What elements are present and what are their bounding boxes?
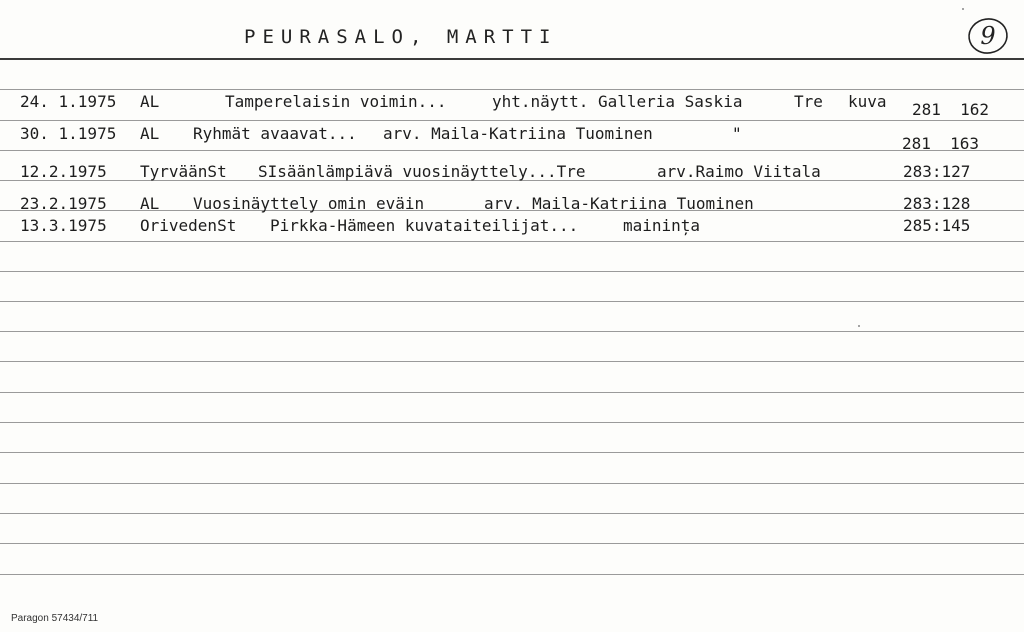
- ruled-line: [0, 452, 1024, 453]
- entry-source: AL: [140, 124, 160, 143]
- entry-extra: kuva: [848, 92, 887, 111]
- entry-ref: 281 163: [902, 134, 980, 153]
- card-name-title: PEURASALO, MARTTI: [244, 26, 558, 48]
- entry-date: 12.2.1975: [20, 162, 107, 181]
- entry-source: TyrväänSt: [140, 162, 227, 181]
- list-item: [0, 124, 1024, 153]
- entry-date: 23.2.1975: [20, 194, 107, 213]
- ruled-line: [0, 513, 1024, 514]
- ruled-line: [0, 361, 1024, 362]
- entry-note: arv. Maila-Katriina Tuominen: [383, 124, 653, 143]
- card-number-text: 9: [980, 22, 996, 50]
- entry-date: 30. 1.1975: [20, 124, 117, 143]
- ruled-line: [0, 120, 1024, 121]
- ruled-line: [0, 271, 1024, 272]
- ruled-line: [0, 301, 1024, 302]
- entry-date: 24. 1.1975: [20, 92, 117, 111]
- ruled-line: [0, 574, 1024, 575]
- entry-title: Vuosinäyttely omin eväin: [193, 194, 425, 213]
- card-number-badge: [966, 16, 1010, 56]
- paper-speck: [962, 8, 964, 10]
- header-divider: [0, 58, 1024, 60]
- card-footer-print: Paragon 57434/711: [11, 613, 99, 624]
- entry-note: yht.näytt. Galleria Saskia: [492, 92, 743, 111]
- ruled-line: [0, 422, 1024, 423]
- entry-title: Tamperelaisin voimin...: [225, 92, 447, 111]
- entry-date: 13.3.1975: [20, 216, 107, 235]
- entry-ref: 285:145: [903, 216, 971, 235]
- entry-note: arv.Raimo Viitala: [657, 162, 821, 181]
- ruled-line: [0, 150, 1024, 151]
- entry-title: Pirkka-Hämeen kuvataiteilijat...: [270, 216, 579, 235]
- ruled-line: [0, 89, 1024, 90]
- entry-source: AL: [140, 92, 160, 111]
- list-item: [0, 194, 1024, 218]
- list-item: [0, 162, 1024, 186]
- handwritten-circle-icon: [966, 16, 1010, 56]
- entry-place: ": [732, 124, 742, 143]
- ruled-line: [0, 392, 1024, 393]
- entry-note: mainința: [623, 216, 701, 235]
- entry-source: AL: [140, 194, 160, 213]
- ruled-line: [0, 331, 1024, 332]
- entry-ref: 283:128: [903, 194, 971, 213]
- ruled-line: [0, 483, 1024, 484]
- entry-ref: 283:127: [903, 162, 971, 181]
- entry-title: SIsäänlämpiävä vuosinäyttely...Tre: [258, 162, 586, 181]
- list-item: [0, 92, 1024, 119]
- entry-note: arv. Maila-Katriina Tuominen: [484, 194, 754, 213]
- ruled-line: [0, 543, 1024, 544]
- entry-title: Ryhmät avaavat...: [193, 124, 357, 143]
- entry-place: Tre: [794, 92, 823, 111]
- list-item: [0, 216, 1024, 240]
- entry-source: OrivedenSt: [140, 216, 237, 235]
- entry-ref: 281 162: [912, 100, 990, 119]
- ruled-line: [0, 241, 1024, 242]
- paper-speck: [858, 325, 860, 327]
